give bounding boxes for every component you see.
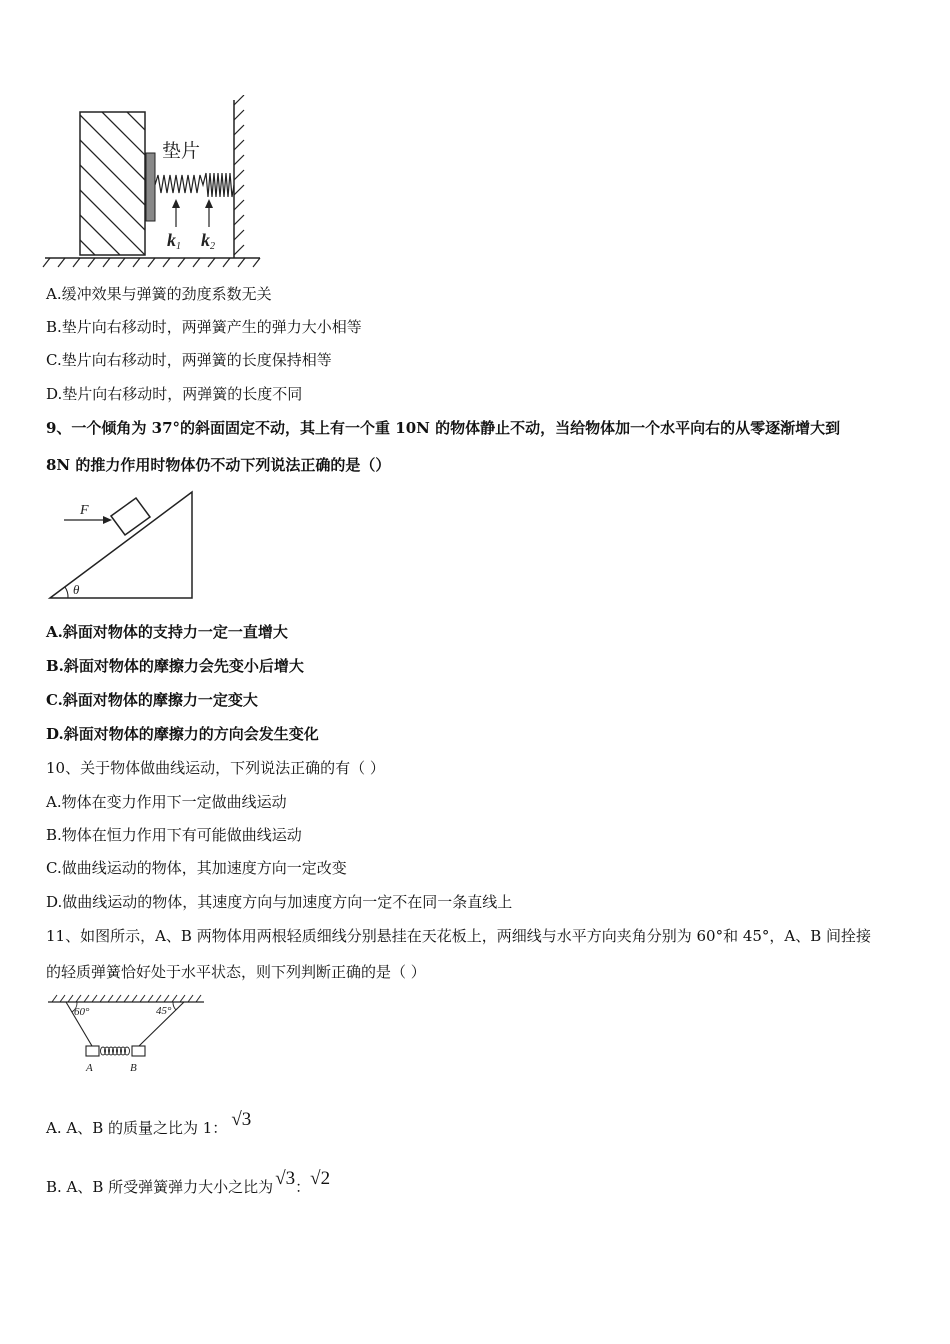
q9-option-d: D.斜面对物体的摩擦力的方向会发生变化 <box>46 725 319 743</box>
angle-45-label: 45° <box>156 1005 172 1017</box>
ratio-separator: ： <box>295 1178 311 1196</box>
q9-option-a: A.斜面对物体的支持力一定一直增大 <box>46 623 288 641</box>
force-label: F <box>80 503 89 518</box>
q10-option-a: A.物体在变力作用下一定做曲线运动 <box>46 793 287 811</box>
k2-label: k <box>201 230 210 250</box>
q8-option-c: C.垫片向右移动时，两弹簧的长度保持相等 <box>46 351 332 369</box>
q9-stem-line1: 9、一个倾角为 37°的斜面固定不动，其上有一个重 10N 的物体静止不动，当给物体加一个水平向右的从零逐渐增大到 <box>46 419 841 437</box>
q11-option-b-text: B. A、B 所受弹簧弹力大小之比为 <box>46 1178 274 1196</box>
q8-option-b: B.垫片向右移动时，两弹簧产生的弹力大小相等 <box>46 318 362 336</box>
q10-stem: 10、关于物体做曲线运动，下列说法正确的有（ ） <box>46 759 385 777</box>
angle-60-label: 60° <box>74 1006 90 1018</box>
mass-b-label: B <box>130 1062 137 1074</box>
pad-label: 垫片 <box>162 140 201 162</box>
spring-buffer-figure <box>40 95 270 270</box>
mass-a-label: A <box>86 1062 93 1074</box>
q11-option-a <box>46 1109 252 1138</box>
q8-option-a: A.缓冲效果与弹簧的劲度系数无关 <box>46 285 272 303</box>
q11-stem-line2: 的轻质弹簧恰好处于水平状态，则下列判断正确的是（ ） <box>46 963 426 981</box>
hanging-masses-figure <box>44 992 209 1077</box>
q11-option-a-text: A. A、B 的质量之比为 1： <box>46 1119 228 1137</box>
q10-option-d: D.做曲线运动的物体，其速度方向与加速度方向一定不在同一条直线上 <box>46 893 513 911</box>
svg-text:k2: k2 <box>201 230 215 252</box>
q9-option-b: B.斜面对物体的摩擦力会先变小后增大 <box>46 657 304 675</box>
q9-stem-line2: 8N 的推力作用时物体仍不动下列说法正确的是（） <box>46 456 391 474</box>
q8-option-d: D.垫片向右移动时，两弹簧的长度不同 <box>46 385 303 403</box>
q10-option-b: B.物体在恒力作用下有可能做曲线运动 <box>46 826 302 844</box>
sqrt3-expression: √3 <box>231 1109 252 1130</box>
k1-label: k <box>167 230 176 250</box>
q9-option-c: C.斜面对物体的摩擦力一定变大 <box>46 691 258 709</box>
sqrt2-expression: √2 <box>310 1168 331 1189</box>
q11-stem-line1: 11、如图所示，A、B 两物体用两根轻质细线分别悬挂在天花板上，两细线与水平方向夹角分别为 60°和 45°，A、B 间拴接 <box>46 927 872 945</box>
q10-option-c: C.做曲线运动的物体，其加速度方向一定改变 <box>46 859 347 877</box>
sqrt3-expression: √3 <box>275 1168 296 1189</box>
svg-text:k1: k1 <box>167 230 181 252</box>
angle-label: θ <box>73 582 80 597</box>
incline-figure <box>44 488 204 606</box>
q11-option-b <box>46 1168 331 1197</box>
